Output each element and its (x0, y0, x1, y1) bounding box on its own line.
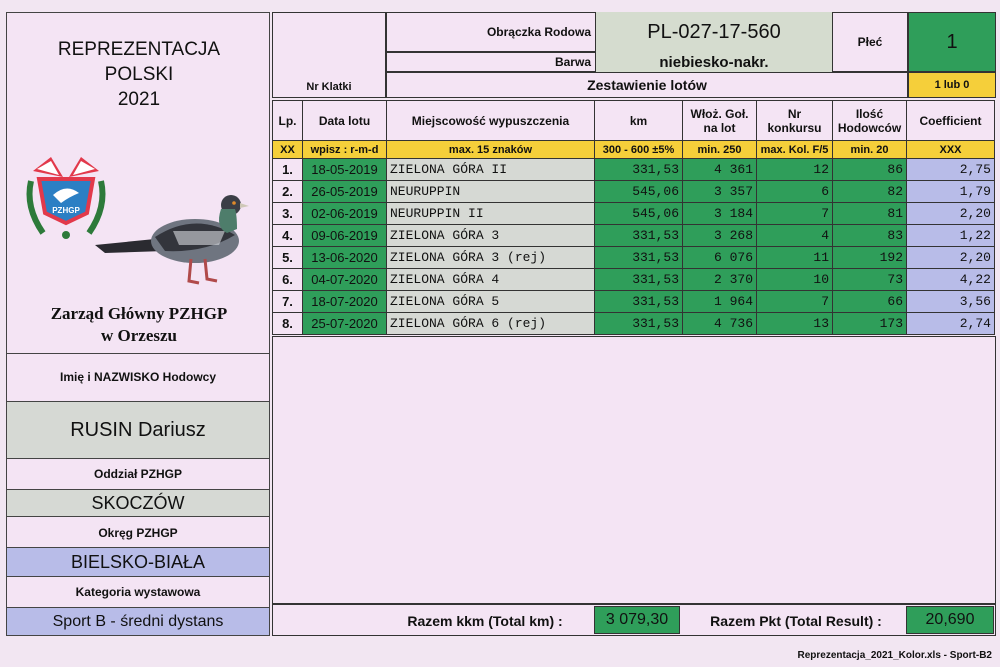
breeder-name-label: Imię i NAZWISKO Hodowcy (59, 370, 216, 384)
cell-date: 25-07-2020 (303, 313, 387, 335)
sex-label: Płeć (832, 12, 908, 72)
empty-area (272, 336, 996, 604)
branch-value: SKOCZÓW (7, 489, 269, 517)
cell-date: 13-06-2020 (303, 247, 387, 269)
cell-km: 331,53 (595, 313, 683, 335)
total-pkt-value: 20,690 (906, 606, 994, 634)
cell-coef: 4,22 (907, 269, 995, 291)
table-row (273, 159, 995, 181)
cell-km: 331,53 (595, 269, 683, 291)
total-km-label: Razem kkm (Total km) : (407, 613, 563, 629)
pigeon-image (95, 181, 255, 291)
cell-lp: 1. (273, 159, 303, 181)
cell-place: NEURUPPIN II (387, 203, 595, 225)
cell-coef: 1,22 (907, 225, 995, 247)
table-header-row (273, 101, 995, 141)
cell-lp: 2. (273, 181, 303, 203)
cell-breeders: 81 (833, 203, 907, 225)
summary-title: Zestawienie lotów (386, 72, 908, 98)
cell-breeders: 82 (833, 181, 907, 203)
page-title (7, 37, 271, 112)
cage-cell (272, 12, 386, 98)
ring-value: PL-027-17-560 (596, 12, 832, 52)
cell-km: 331,53 (595, 159, 683, 181)
organization-line-1: Zarząd Główny PZHGP (50, 304, 228, 323)
cell-pigeons: 6 076 (683, 247, 757, 269)
cell-contest: 12 (757, 159, 833, 181)
title-line-2: POLSKI (104, 64, 174, 85)
table-hint-row (273, 141, 995, 159)
table-row (273, 313, 995, 335)
col-contest: Nr konkursu (757, 101, 833, 141)
cell-km: 545,06 (595, 181, 683, 203)
category-value: Sport B - średni dystans (7, 607, 269, 635)
col-coef: Coefficient (907, 101, 995, 141)
hint-lp: XX (273, 141, 303, 159)
col-breeders: Ilość Hodowców (833, 101, 907, 141)
col-date: Data lotu (303, 101, 387, 141)
cell-lp: 5. (273, 247, 303, 269)
cell-breeders: 86 (833, 159, 907, 181)
cell-pigeons: 4 361 (683, 159, 757, 181)
cell-coef: 2,74 (907, 313, 995, 335)
sex-value: 1 (908, 12, 996, 72)
table-row (273, 291, 995, 313)
cell-km: 331,53 (595, 291, 683, 313)
cell-breeders: 192 (833, 247, 907, 269)
table-row (273, 269, 995, 291)
cell-place: ZIELONA GÓRA 3 (rej) (387, 247, 595, 269)
cell-km: 331,53 (595, 247, 683, 269)
cell-place: ZIELONA GÓRA 4 (387, 269, 595, 291)
organization-name (7, 303, 271, 347)
cage-label: Nr Klatki (306, 81, 352, 93)
cell-breeders: 83 (833, 225, 907, 247)
cell-contest: 11 (757, 247, 833, 269)
cell-contest: 13 (757, 313, 833, 335)
total-km-value: 3 079,30 (594, 606, 680, 634)
cell-contest: 10 (757, 269, 833, 291)
hint-km: 300 - 600 ±5% (595, 141, 683, 159)
cell-contest: 4 (757, 225, 833, 247)
divider (7, 353, 269, 354)
footer-filename: Reprezentacja_2021_Kolor.xls - Sport-B2 (797, 650, 992, 661)
cell-coef: 1,79 (907, 181, 995, 203)
left-panel (6, 12, 270, 636)
col-place: Miejscowość wypuszczenia (387, 101, 595, 141)
cell-date: 18-05-2019 (303, 159, 387, 181)
cell-pigeons: 2 370 (683, 269, 757, 291)
cell-lp: 8. (273, 313, 303, 335)
category-label: Kategoria wystawowa (75, 585, 201, 599)
cell-breeders: 173 (833, 313, 907, 335)
cell-lp: 3. (273, 203, 303, 225)
cell-pigeons: 1 964 (683, 291, 757, 313)
hint-date: wpisz : r-m-d (303, 141, 387, 159)
sex-hint: 1 lub 0 (908, 72, 996, 98)
cell-place: ZIELONA GÓRA 6 (rej) (387, 313, 595, 335)
cell-coef: 2,20 (907, 203, 995, 225)
color-label-cell (386, 52, 596, 72)
organization-line-2: w Orzeszu (100, 326, 177, 345)
cell-place: NEURUPPIN (387, 181, 595, 203)
total-pkt-label: Razem Pkt (Total Result) : (710, 613, 882, 629)
title-line-1: REPREZENTACJA (57, 39, 221, 60)
cell-coef: 2,75 (907, 159, 995, 181)
cell-breeders: 73 (833, 269, 907, 291)
hint-place: max. 15 znaków (387, 141, 595, 159)
cell-pigeons: 3 357 (683, 181, 757, 203)
cell-lp: 6. (273, 269, 303, 291)
cell-pigeons: 3 184 (683, 203, 757, 225)
cell-contest: 6 (757, 181, 833, 203)
cell-breeders: 66 (833, 291, 907, 313)
color-label: Barwa (554, 55, 591, 69)
cell-date: 04-07-2020 (303, 269, 387, 291)
cell-date: 18-07-2020 (303, 291, 387, 313)
table-row (273, 181, 995, 203)
cell-coef: 3,56 (907, 291, 995, 313)
ring-label-cell (386, 12, 596, 52)
flights-table (272, 100, 995, 335)
cell-lp: 7. (273, 291, 303, 313)
cell-coef: 2,20 (907, 247, 995, 269)
cell-km: 545,06 (595, 203, 683, 225)
cell-date: 09-06-2019 (303, 225, 387, 247)
cell-date: 02-06-2019 (303, 203, 387, 225)
table-row (273, 203, 995, 225)
cell-date: 26-05-2019 (303, 181, 387, 203)
cell-pigeons: 3 268 (683, 225, 757, 247)
ring-label: Obrączka Rodowa (486, 25, 591, 39)
cell-place: ZIELONA GÓRA 3 (387, 225, 595, 247)
district-label: Okręg PZHGP (98, 526, 178, 540)
color-value: niebiesko-nakr. (596, 52, 832, 72)
col-km: km (595, 101, 683, 141)
branch-label: Oddział PZHGP (93, 467, 182, 481)
title-line-3: 2021 (117, 89, 161, 110)
hint-contest: max. Kol. F/5 (757, 141, 833, 159)
cell-pigeons: 4 736 (683, 313, 757, 335)
col-lp: Lp. (273, 101, 303, 141)
district-value: BIELSKO-BIAŁA (7, 547, 269, 577)
cell-km: 331,53 (595, 225, 683, 247)
svg-text:PZHGP: PZHGP (52, 206, 80, 215)
hint-breeders: min. 20 (833, 141, 907, 159)
breeder-name-value: RUSIN Dariusz (7, 401, 269, 459)
cell-contest: 7 (757, 203, 833, 225)
cell-place: ZIELONA GÓRA 5 (387, 291, 595, 313)
hint-coef: XXX (907, 141, 995, 159)
cell-contest: 7 (757, 291, 833, 313)
cell-lp: 4. (273, 225, 303, 247)
hint-pigeons: min. 250 (683, 141, 757, 159)
cell-place: ZIELONA GÓRA II (387, 159, 595, 181)
col-pigeons: Włoż. Goł. na lot (683, 101, 757, 141)
table-row (273, 225, 995, 247)
table-row (273, 247, 995, 269)
